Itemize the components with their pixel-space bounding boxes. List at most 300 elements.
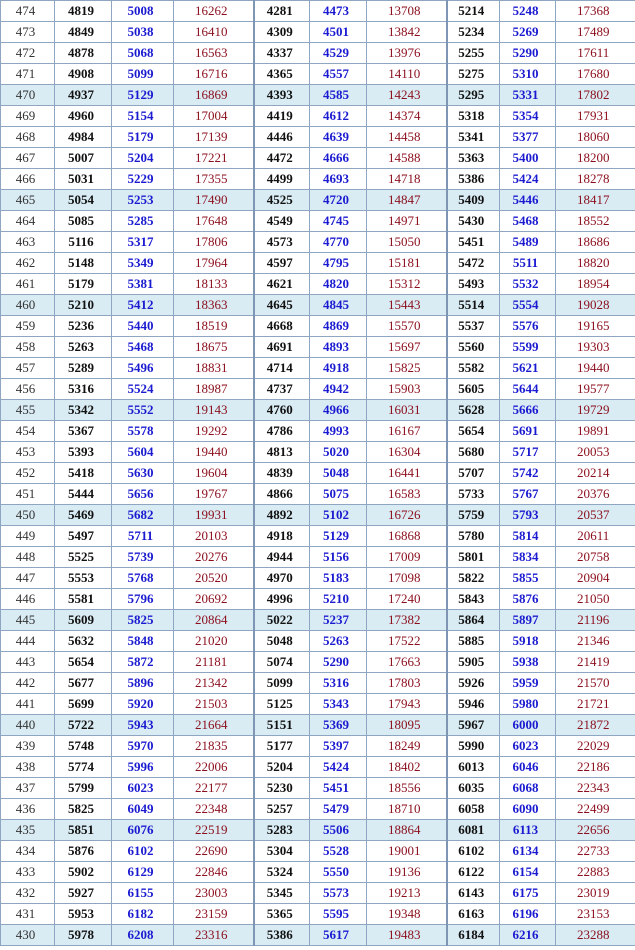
value-cell: 21181 — [174, 652, 254, 673]
score-cell: 438 — [1, 757, 55, 778]
value-cell: 6143 — [447, 883, 500, 904]
value-cell: 4908 — [55, 64, 112, 85]
value-cell: 6090 — [500, 799, 556, 820]
value-cell: 5099 — [112, 64, 174, 85]
value-cell: 5451 — [310, 778, 367, 799]
table-row — [1, 274, 635, 295]
value-cell: 5424 — [500, 169, 556, 190]
value-cell: 5554 — [500, 295, 556, 316]
score-cell: 468 — [1, 127, 55, 148]
value-cell: 4472 — [254, 148, 310, 169]
value-cell: 5349 — [112, 253, 174, 274]
value-cell: 5742 — [500, 463, 556, 484]
value-cell: 4745 — [310, 211, 367, 232]
value-cell: 5054 — [55, 190, 112, 211]
value-cell: 19767 — [174, 484, 254, 505]
value-cell: 18200 — [556, 148, 635, 169]
score-cell: 456 — [1, 379, 55, 400]
table-row — [1, 358, 635, 379]
value-cell: 6216 — [500, 925, 556, 946]
value-cell: 4473 — [310, 1, 367, 22]
value-cell: 4621 — [254, 274, 310, 295]
value-cell: 5290 — [500, 43, 556, 64]
value-cell: 4918 — [310, 358, 367, 379]
value-cell: 5605 — [447, 379, 500, 400]
value-cell: 22343 — [556, 778, 635, 799]
table-row — [1, 64, 635, 85]
value-cell: 19292 — [174, 421, 254, 442]
value-cell: 6175 — [500, 883, 556, 904]
value-cell: 16262 — [174, 1, 254, 22]
value-cell: 5257 — [254, 799, 310, 820]
value-cell: 5943 — [112, 715, 174, 736]
value-cell: 5269 — [500, 22, 556, 43]
value-cell: 5896 — [112, 673, 174, 694]
table-row — [1, 43, 635, 64]
value-cell: 22177 — [174, 778, 254, 799]
table-row — [1, 1, 635, 22]
value-cell: 5552 — [112, 400, 174, 421]
value-cell: 6208 — [112, 925, 174, 946]
table-row — [1, 211, 635, 232]
value-cell: 5424 — [310, 757, 367, 778]
value-cell: 4281 — [254, 1, 310, 22]
score-cell: 448 — [1, 547, 55, 568]
value-cell: 5711 — [112, 526, 174, 547]
value-cell: 22656 — [556, 820, 635, 841]
value-cell: 21020 — [174, 631, 254, 652]
value-cell: 5864 — [447, 610, 500, 631]
value-cell: 18417 — [556, 190, 635, 211]
value-cell: 19001 — [367, 841, 447, 862]
value-cell: 17489 — [556, 22, 635, 43]
value-cell: 23153 — [556, 904, 635, 925]
value-cell: 5154 — [112, 106, 174, 127]
value-cell: 5342 — [55, 400, 112, 421]
value-cell: 5183 — [310, 568, 367, 589]
value-cell: 4499 — [254, 169, 310, 190]
value-cell: 17663 — [367, 652, 447, 673]
value-cell: 5031 — [55, 169, 112, 190]
value-cell: 17802 — [556, 85, 635, 106]
value-cell: 5927 — [55, 883, 112, 904]
score-cell: 442 — [1, 673, 55, 694]
table-row — [1, 694, 635, 715]
score-cell: 445 — [1, 610, 55, 631]
value-cell: 5008 — [112, 1, 174, 22]
value-cell: 4639 — [310, 127, 367, 148]
value-cell: 19891 — [556, 421, 635, 442]
value-cell: 5289 — [55, 358, 112, 379]
table-row — [1, 106, 635, 127]
value-cell: 5085 — [55, 211, 112, 232]
value-cell: 4666 — [310, 148, 367, 169]
table-row — [1, 652, 635, 673]
value-cell: 4501 — [310, 22, 367, 43]
score-cell: 439 — [1, 736, 55, 757]
value-cell: 5959 — [500, 673, 556, 694]
value-cell: 5068 — [112, 43, 174, 64]
value-cell: 5822 — [447, 568, 500, 589]
value-cell: 14718 — [367, 169, 447, 190]
value-cell: 4993 — [310, 421, 367, 442]
table-row — [1, 190, 635, 211]
value-cell: 4573 — [254, 232, 310, 253]
value-cell: 21570 — [556, 673, 635, 694]
value-cell: 5885 — [447, 631, 500, 652]
table-row — [1, 841, 635, 862]
value-cell: 5377 — [500, 127, 556, 148]
value-cell: 5843 — [447, 589, 500, 610]
value-cell: 17964 — [174, 253, 254, 274]
score-cell: 463 — [1, 232, 55, 253]
value-cell: 5263 — [310, 631, 367, 652]
score-cell: 437 — [1, 778, 55, 799]
score-cell: 446 — [1, 589, 55, 610]
value-cell: 5022 — [254, 610, 310, 631]
value-cell: 5102 — [310, 505, 367, 526]
value-cell: 6023 — [112, 778, 174, 799]
value-cell: 5654 — [447, 421, 500, 442]
value-cell: 14971 — [367, 211, 447, 232]
table-row — [1, 127, 635, 148]
value-cell: 5343 — [310, 694, 367, 715]
value-cell: 5386 — [447, 169, 500, 190]
score-cell: 469 — [1, 106, 55, 127]
value-cell: 5506 — [310, 820, 367, 841]
value-cell: 5767 — [500, 484, 556, 505]
value-cell: 19729 — [556, 400, 635, 421]
value-cell: 6013 — [447, 757, 500, 778]
value-cell: 5363 — [447, 148, 500, 169]
value-cell: 6000 — [500, 715, 556, 736]
value-cell: 5825 — [55, 799, 112, 820]
value-cell: 5248 — [500, 1, 556, 22]
value-cell: 6154 — [500, 862, 556, 883]
value-cell: 4557 — [310, 64, 367, 85]
value-cell: 5210 — [55, 295, 112, 316]
value-cell: 5834 — [500, 547, 556, 568]
value-cell: 6122 — [447, 862, 500, 883]
table-row — [1, 568, 635, 589]
value-cell: 4944 — [254, 547, 310, 568]
value-cell: 5946 — [447, 694, 500, 715]
value-cell: 20053 — [556, 442, 635, 463]
value-cell: 5230 — [254, 778, 310, 799]
value-cell: 5774 — [55, 757, 112, 778]
value-cell: 15181 — [367, 253, 447, 274]
value-cell: 5967 — [447, 715, 500, 736]
score-cell: 431 — [1, 904, 55, 925]
value-cell: 16726 — [367, 505, 447, 526]
table-row — [1, 148, 635, 169]
value-cell: 4525 — [254, 190, 310, 211]
table-row — [1, 715, 635, 736]
value-cell: 5048 — [310, 463, 367, 484]
table-row — [1, 421, 635, 442]
value-cell: 22499 — [556, 799, 635, 820]
value-cell: 21872 — [556, 715, 635, 736]
value-cell: 20692 — [174, 589, 254, 610]
score-cell: 466 — [1, 169, 55, 190]
value-cell: 18060 — [556, 127, 635, 148]
value-cell: 5759 — [447, 505, 500, 526]
value-cell: 5331 — [500, 85, 556, 106]
value-cell: 18820 — [556, 253, 635, 274]
value-cell: 6196 — [500, 904, 556, 925]
value-cell: 5691 — [500, 421, 556, 442]
value-cell: 20611 — [556, 526, 635, 547]
value-cell: 4839 — [254, 463, 310, 484]
value-cell: 4820 — [310, 274, 367, 295]
value-cell: 20520 — [174, 568, 254, 589]
value-cell: 5514 — [447, 295, 500, 316]
value-cell: 18278 — [556, 169, 635, 190]
value-cell: 5848 — [112, 631, 174, 652]
value-cell: 6182 — [112, 904, 174, 925]
value-cell: 16304 — [367, 442, 447, 463]
value-cell: 5204 — [254, 757, 310, 778]
value-cell: 4549 — [254, 211, 310, 232]
value-cell: 5666 — [500, 400, 556, 421]
value-cell: 5604 — [112, 442, 174, 463]
value-cell: 20376 — [556, 484, 635, 505]
value-cell: 5400 — [500, 148, 556, 169]
value-cell: 19213 — [367, 883, 447, 904]
value-cell: 22846 — [174, 862, 254, 883]
value-cell: 15570 — [367, 316, 447, 337]
value-cell: 18987 — [174, 379, 254, 400]
value-cell: 5876 — [500, 589, 556, 610]
value-cell: 5324 — [254, 862, 310, 883]
value-cell: 14243 — [367, 85, 447, 106]
value-cell: 5237 — [310, 610, 367, 631]
value-cell: 5511 — [500, 253, 556, 274]
table-row — [1, 22, 635, 43]
value-cell: 19577 — [556, 379, 635, 400]
score-cell: 432 — [1, 883, 55, 904]
value-cell: 20103 — [174, 526, 254, 547]
value-cell: 23159 — [174, 904, 254, 925]
value-cell: 20276 — [174, 547, 254, 568]
value-cell: 18831 — [174, 358, 254, 379]
value-cell: 5365 — [254, 904, 310, 925]
value-cell: 19348 — [367, 904, 447, 925]
value-cell: 5468 — [112, 337, 174, 358]
value-cell: 5007 — [55, 148, 112, 169]
value-cell: 17004 — [174, 106, 254, 127]
value-cell: 23288 — [556, 925, 635, 946]
value-cell: 4419 — [254, 106, 310, 127]
value-cell: 5440 — [112, 316, 174, 337]
value-cell: 18363 — [174, 295, 254, 316]
value-cell: 4795 — [310, 253, 367, 274]
value-cell: 17355 — [174, 169, 254, 190]
value-cell: 5204 — [112, 148, 174, 169]
value-cell: 5953 — [55, 904, 112, 925]
value-cell: 5980 — [500, 694, 556, 715]
value-cell: 5234 — [447, 22, 500, 43]
value-cell: 5801 — [447, 547, 500, 568]
value-cell: 4869 — [310, 316, 367, 337]
value-cell: 4892 — [254, 505, 310, 526]
value-cell: 5151 — [254, 715, 310, 736]
value-cell: 23003 — [174, 883, 254, 904]
value-cell: 5367 — [55, 421, 112, 442]
value-cell: 5489 — [500, 232, 556, 253]
value-cell: 5780 — [447, 526, 500, 547]
value-cell: 14458 — [367, 127, 447, 148]
table-row — [1, 883, 635, 904]
value-cell: 17139 — [174, 127, 254, 148]
value-cell: 16869 — [174, 85, 254, 106]
value-cell: 16716 — [174, 64, 254, 85]
value-cell: 4691 — [254, 337, 310, 358]
value-cell: 17648 — [174, 211, 254, 232]
value-cell: 5609 — [55, 610, 112, 631]
value-cell: 6163 — [447, 904, 500, 925]
table-row — [1, 505, 635, 526]
table-row — [1, 904, 635, 925]
value-cell: 5525 — [55, 547, 112, 568]
value-cell: 4737 — [254, 379, 310, 400]
value-cell: 6113 — [500, 820, 556, 841]
value-cell: 6184 — [447, 925, 500, 946]
table-row — [1, 610, 635, 631]
value-cell: 17240 — [367, 589, 447, 610]
value-cell: 19028 — [556, 295, 635, 316]
score-cell: 473 — [1, 22, 55, 43]
value-cell: 18519 — [174, 316, 254, 337]
value-cell: 5550 — [310, 862, 367, 883]
table-row — [1, 85, 635, 106]
value-cell: 21419 — [556, 652, 635, 673]
value-cell: 5990 — [447, 736, 500, 757]
value-cell: 19136 — [367, 862, 447, 883]
value-cell: 5699 — [55, 694, 112, 715]
value-cell: 5496 — [112, 358, 174, 379]
score-cell: 474 — [1, 1, 55, 22]
value-cell: 17680 — [556, 64, 635, 85]
value-cell: 4942 — [310, 379, 367, 400]
value-cell: 5553 — [55, 568, 112, 589]
value-cell: 5369 — [310, 715, 367, 736]
value-cell: 5717 — [500, 442, 556, 463]
value-cell: 4309 — [254, 22, 310, 43]
value-cell: 5444 — [55, 484, 112, 505]
value-cell: 5855 — [500, 568, 556, 589]
value-cell: 22883 — [556, 862, 635, 883]
table-row — [1, 442, 635, 463]
value-cell: 13842 — [367, 22, 447, 43]
value-cell: 5263 — [55, 337, 112, 358]
value-cell: 4813 — [254, 442, 310, 463]
value-cell: 5595 — [310, 904, 367, 925]
value-cell: 5318 — [447, 106, 500, 127]
value-cell: 19303 — [556, 337, 635, 358]
value-cell: 5048 — [254, 631, 310, 652]
value-cell: 17009 — [367, 547, 447, 568]
value-cell: 5255 — [447, 43, 500, 64]
value-cell: 23316 — [174, 925, 254, 946]
score-cell: 455 — [1, 400, 55, 421]
value-cell: 18552 — [556, 211, 635, 232]
value-cell: 5354 — [500, 106, 556, 127]
value-cell: 13976 — [367, 43, 447, 64]
score-cell: 435 — [1, 820, 55, 841]
table-row — [1, 169, 635, 190]
value-cell: 5446 — [500, 190, 556, 211]
value-cell: 5345 — [254, 883, 310, 904]
value-cell: 6058 — [447, 799, 500, 820]
value-cell: 5582 — [447, 358, 500, 379]
value-cell: 15050 — [367, 232, 447, 253]
value-cell: 18686 — [556, 232, 635, 253]
value-cell: 6155 — [112, 883, 174, 904]
value-cell: 5926 — [447, 673, 500, 694]
value-cell: 5677 — [55, 673, 112, 694]
value-cell: 5528 — [310, 841, 367, 862]
value-cell: 5825 — [112, 610, 174, 631]
score-cell: 457 — [1, 358, 55, 379]
value-cell: 17803 — [367, 673, 447, 694]
value-cell: 6046 — [500, 757, 556, 778]
value-cell: 5341 — [447, 127, 500, 148]
table-row — [1, 337, 635, 358]
value-cell: 4878 — [55, 43, 112, 64]
value-cell: 17611 — [556, 43, 635, 64]
value-cell: 17931 — [556, 106, 635, 127]
value-cell: 5129 — [112, 85, 174, 106]
value-cell: 23019 — [556, 883, 635, 904]
value-cell: 4645 — [254, 295, 310, 316]
value-cell: 17490 — [174, 190, 254, 211]
score-cell: 441 — [1, 694, 55, 715]
value-cell: 5129 — [310, 526, 367, 547]
value-cell: 18675 — [174, 337, 254, 358]
value-cell: 5851 — [55, 820, 112, 841]
value-cell: 19931 — [174, 505, 254, 526]
score-cell: 465 — [1, 190, 55, 211]
value-cell: 5418 — [55, 463, 112, 484]
score-cell: 461 — [1, 274, 55, 295]
value-cell: 16583 — [367, 484, 447, 505]
value-cell: 5468 — [500, 211, 556, 232]
value-cell: 5148 — [55, 253, 112, 274]
value-cell: 5253 — [112, 190, 174, 211]
value-cell: 5290 — [310, 652, 367, 673]
value-cell: 17806 — [174, 232, 254, 253]
value-cell: 5409 — [447, 190, 500, 211]
value-cell: 21050 — [556, 589, 635, 610]
value-cell: 4529 — [310, 43, 367, 64]
value-cell: 5902 — [55, 862, 112, 883]
value-cell: 4585 — [310, 85, 367, 106]
value-cell: 21346 — [556, 631, 635, 652]
table-row — [1, 526, 635, 547]
value-cell: 5621 — [500, 358, 556, 379]
value-cell: 5920 — [112, 694, 174, 715]
value-cell: 18249 — [367, 736, 447, 757]
value-cell: 5560 — [447, 337, 500, 358]
value-cell: 5177 — [254, 736, 310, 757]
value-cell: 18095 — [367, 715, 447, 736]
value-cell: 4845 — [310, 295, 367, 316]
value-cell: 5397 — [310, 736, 367, 757]
value-cell: 19143 — [174, 400, 254, 421]
value-cell: 22733 — [556, 841, 635, 862]
score-cell: 462 — [1, 253, 55, 274]
